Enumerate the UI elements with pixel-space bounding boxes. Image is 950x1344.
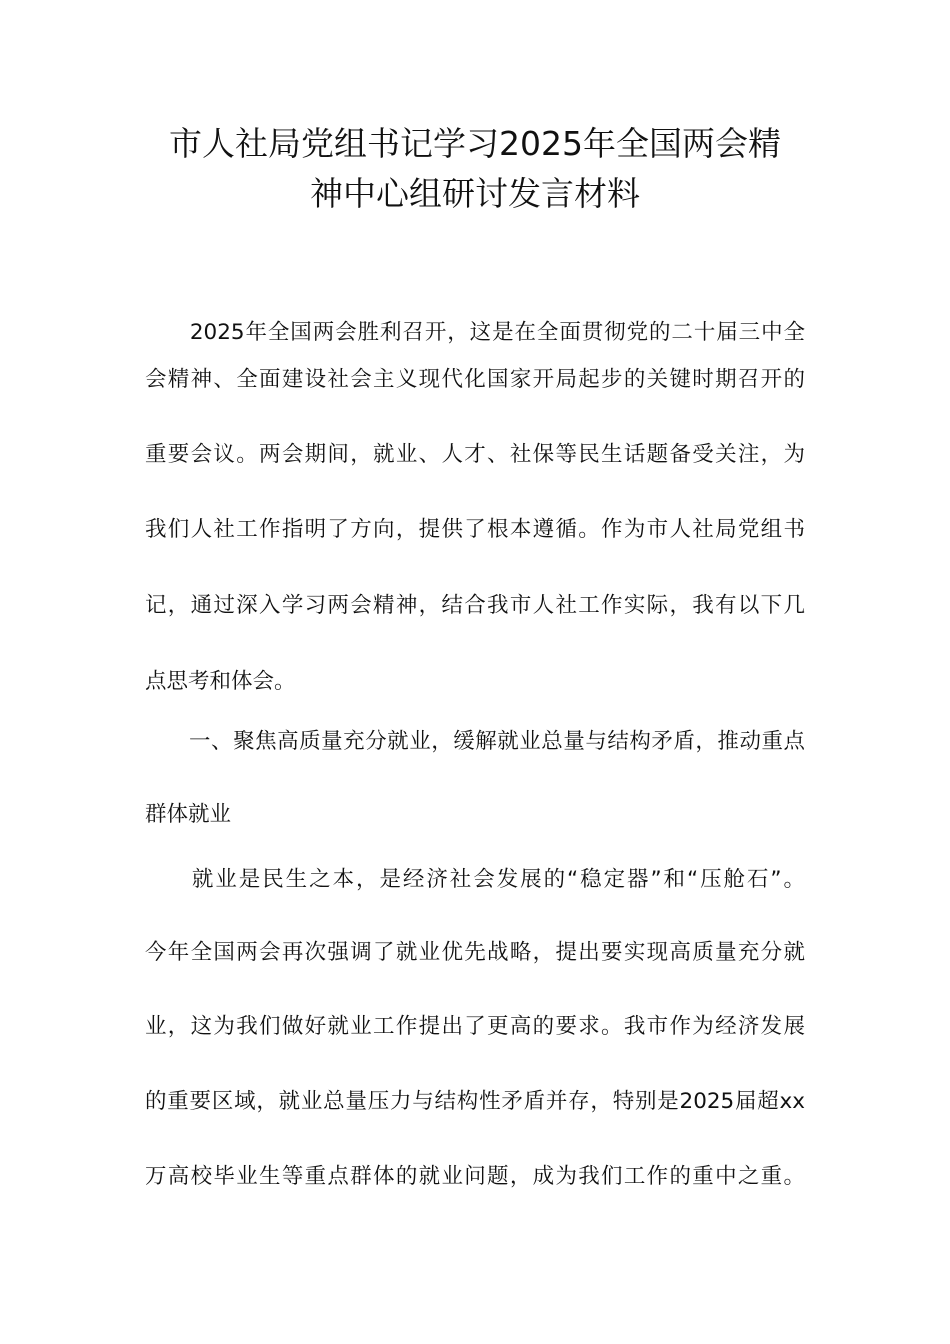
section-heading-line: 一、聚焦高质量充分就业，缓解就业总量与结构矛盾，推动重点 bbox=[145, 729, 805, 754]
body-line: 就业是民生之本，是经济社会发展的“稳定器”和“压舱石”。 bbox=[145, 867, 805, 892]
body-line: 会精神、全面建设社会主义现代化国家开局起步的关键时期召开的 bbox=[145, 367, 805, 392]
body-line: 今年全国两会再次强调了就业优先战略，提出要实现高质量充分就 bbox=[145, 940, 805, 965]
document-title-line-2: 神中心组研讨发言材料 bbox=[310, 174, 640, 213]
body-line: 业，这为我们做好就业工作提出了更高的要求。我市作为经济发展 bbox=[145, 1014, 805, 1039]
body-line: 点思考和体会。 bbox=[145, 669, 296, 694]
body-line: 的重要区域，就业总量压力与结构性矛盾并存，特别是2025届超xx bbox=[145, 1089, 805, 1114]
body-line: 万高校毕业生等重点群体的就业问题，成为我们工作的重中之重。 bbox=[145, 1164, 805, 1189]
body-line: 2025年全国两会胜利召开，这是在全面贯彻党的二十届三中全 bbox=[145, 320, 805, 345]
section-heading-line: 群体就业 bbox=[145, 802, 232, 827]
document-title-line-1: 市人社局党组书记学习2025年全国两会精 bbox=[169, 124, 781, 163]
body-line: 我们人社工作指明了方向，提供了根本遵循。作为市人社局党组书 bbox=[145, 517, 805, 542]
body-line: 重要会议。两会期间，就业、人才、社保等民生话题备受关注，为 bbox=[145, 442, 805, 467]
body-line: 记，通过深入学习两会精神，结合我市人社工作实际，我有以下几 bbox=[145, 593, 805, 618]
